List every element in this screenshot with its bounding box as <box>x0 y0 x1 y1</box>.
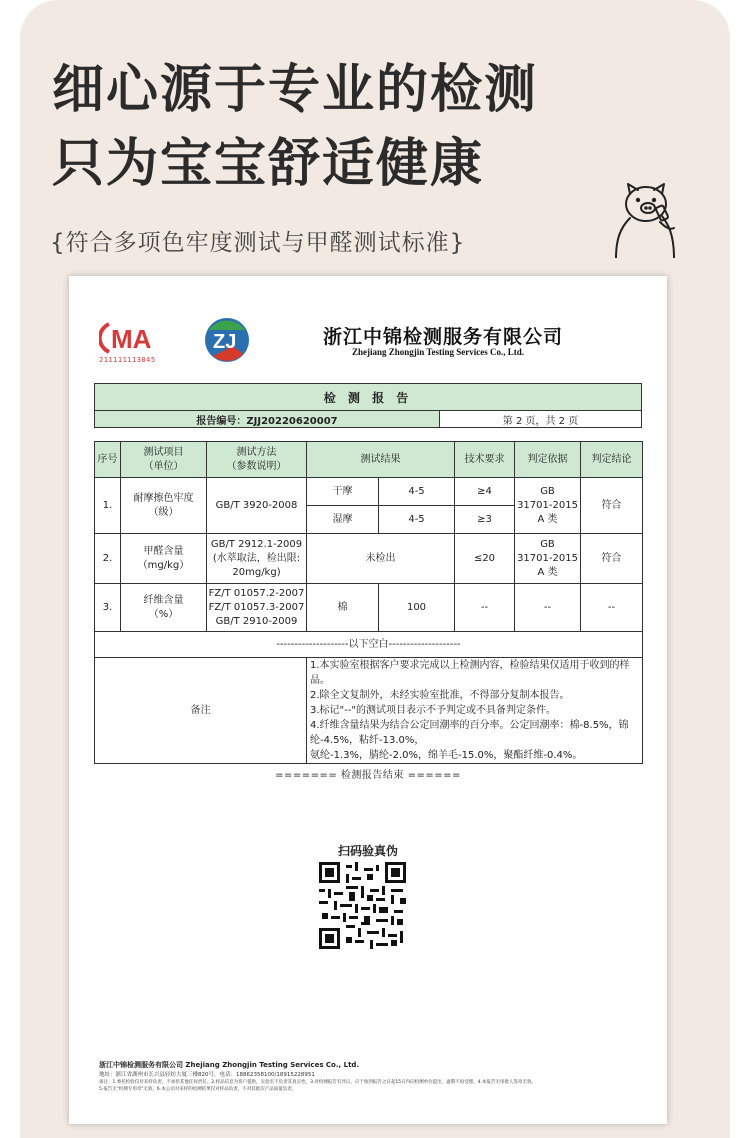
cma-seal-icon <box>99 318 159 358</box>
note-line: 2.除全文复制外，未经实验室批准，不得部分复制本报告。 <box>310 690 570 701</box>
cell-item: 耐摩擦色牢度 （级） <box>121 478 207 534</box>
subheadline: {符合多项色牢度测试与甲醛测试标准} <box>50 230 466 256</box>
header-seq: 序号 <box>95 442 121 478</box>
cell-item: 纤维含量 （%） <box>121 584 207 632</box>
cell-basis: GB 31701-2015 A 类 <box>515 534 581 584</box>
cell-seq: 1. <box>95 478 121 534</box>
cell-sub-label: 干摩 <box>307 478 379 506</box>
header-basis: 判定依据 <box>515 442 581 478</box>
cell-requirement: ≤20 <box>455 534 515 584</box>
cell-sub-label: 棉 <box>307 584 379 632</box>
notes-row <box>95 658 643 764</box>
header-requirement: 技术要求 <box>455 442 515 478</box>
svg-text:ZJ: ZJ <box>213 331 237 353</box>
svg-text:MA: MA <box>111 324 152 354</box>
note-line: 3.标记"--"的测试项目表示不予判定或不具备判定条件。 <box>310 705 556 716</box>
header-result: 测试结果 <box>307 442 455 478</box>
cell-basis: -- <box>515 584 581 632</box>
cell-requirement: -- <box>455 584 515 632</box>
report-header <box>94 383 642 428</box>
table-row <box>95 478 643 506</box>
results-table <box>94 441 643 764</box>
cell-method: FZ/T 01057.2-2007 FZ/T 01057.3-2007 GB/T 2910-2009 <box>207 584 307 632</box>
notes-label: 备注 <box>95 658 307 764</box>
footer-company: 浙江中锦检测服务有限公司 Zhejiang Zhongjin Testing Services Co., Ltd. <box>99 1061 360 1069</box>
table-header-row <box>95 442 643 478</box>
qr-code-icon[interactable] <box>319 862 406 949</box>
note-line: 氨纶-1.3%，腈纶-2.0%，绵羊毛-15.0%，聚酯纤维-0.4%。 <box>310 750 583 761</box>
company-name-en: Zhejiang Zhongjin Testing Services Co., Ltd. <box>352 347 525 357</box>
cell-method: GB/T 3920-2008 <box>207 478 307 534</box>
cell-basis: GB 31701-2015 A 类 <box>515 478 581 534</box>
pig-phone-icon <box>608 178 694 258</box>
cell-requirement: ≥4 <box>455 478 515 506</box>
headline-line-1: 细心源于专业的检测 <box>52 60 539 120</box>
header-conclusion: 判定结论 <box>581 442 643 478</box>
report-page: 第 2 页，共 2 页 <box>440 411 642 428</box>
qr-label: 扫码验真伪 <box>337 844 398 858</box>
cell-conclusion: -- <box>581 584 643 632</box>
blank-row <box>95 632 643 658</box>
cell-sub-label: 湿摩 <box>307 506 379 534</box>
footer-address: 地址：浙江省湖州市长兴县轻纺大厦三楼820号，电话：18862358100/18915228951 <box>99 1072 315 1078</box>
zj-logo-icon <box>203 316 251 364</box>
report-number: 报告编号：ZJJ20220620007 <box>95 411 440 428</box>
cell-result: 未检出 <box>307 534 455 584</box>
cell-conclusion: 符合 <box>581 534 643 584</box>
cell-requirement: ≥3 <box>455 506 515 534</box>
notes-content <box>307 658 643 764</box>
table-row <box>95 584 643 632</box>
cell-method: GB/T 2912.1-2009 (水萃取法，检出限: 20mg/kg) <box>207 534 307 584</box>
footer-note: 备注：1.委托检验仅对来样负责，不承担其他任何责任。2.样品信息为客户提供，实验室不负责其真实性。3.对检测报告有异议，应于收到报告之日起15日内向检测单位提出，逾期不再受理。4.本报告无审批人签章无效。 <box>99 1080 536 1085</box>
cell-seq: 2. <box>95 534 121 584</box>
test-report-document <box>69 276 667 1124</box>
company-name-cn: 浙江中锦检测服务有限公司 <box>323 326 564 348</box>
blank-marker: --------------------以下空白-------------------- <box>95 632 643 658</box>
header-item: 测试项目 （单位） <box>121 442 207 478</box>
report-title: 检 测 报 告 <box>95 384 642 411</box>
cell-conclusion: 符合 <box>581 478 643 534</box>
report-end-line: ======= 检测报告结束 ====== <box>275 770 461 781</box>
cma-code: 211111113045 <box>99 356 156 364</box>
footer-note: 5.报告无"检测专用章"无效。6.本公司对来样的检测结果仅对样品负责，不对其批次产品质量负责。 <box>99 1087 297 1092</box>
cell-sub-value: 4-5 <box>379 478 455 506</box>
note-line: 1.本实验室根据客户要求完成以上检测内容，检验结果仅适用于收到的样品。 <box>310 660 630 686</box>
header-method: 测试方法 （参数说明） <box>207 442 307 478</box>
note-line: 4.纤维含量结果为结合公定回潮率的百分率。公定回潮率：棉-8.5%，锦纶-4.5%，粘纤-13.0%， <box>310 720 629 746</box>
cell-seq: 3. <box>95 584 121 632</box>
cell-item: 甲醛含量 （mg/kg） <box>121 534 207 584</box>
table-row <box>95 534 643 584</box>
cell-sub-value: 100 <box>379 584 455 632</box>
headline-line-2: 只为宝宝舒适健康 <box>52 134 485 194</box>
cell-sub-value: 4-5 <box>379 506 455 534</box>
